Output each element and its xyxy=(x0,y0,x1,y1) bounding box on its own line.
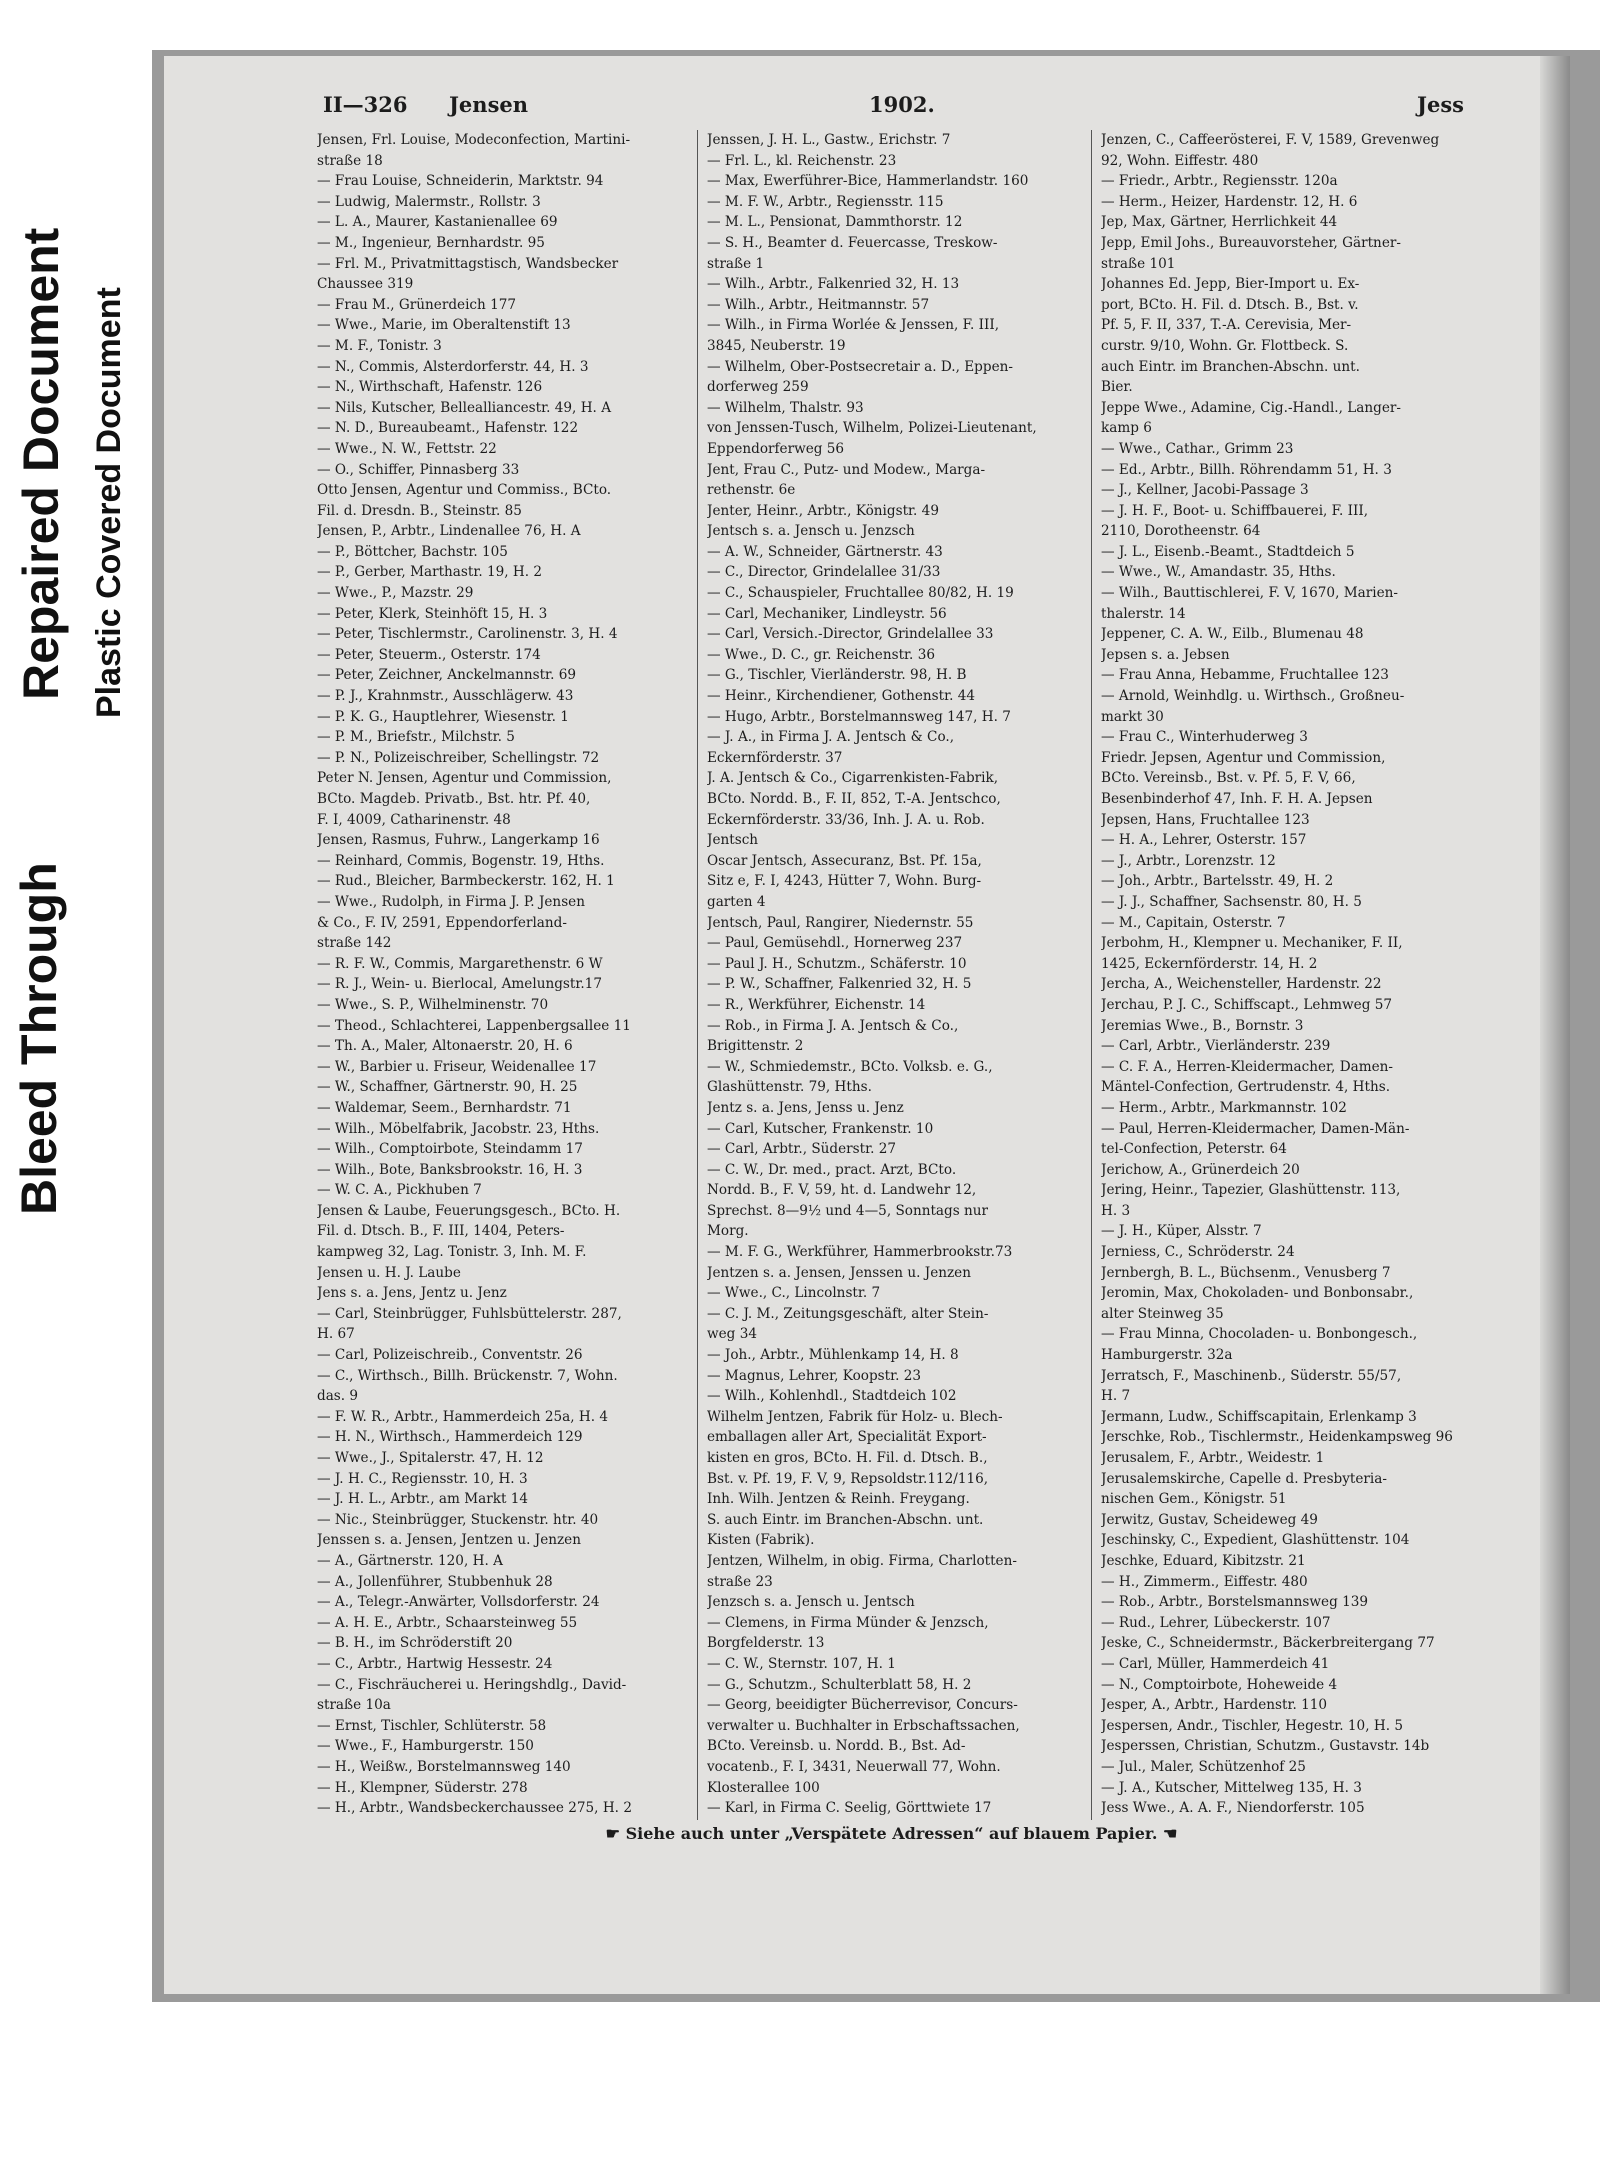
directory-entry-line: — Wilh., Bauttischlerei, F. V, 1670, Marien- xyxy=(1101,585,1398,602)
directory-entry-line: — Karl, in Firma C. Seelig, Görttwiete 17 xyxy=(707,1800,992,1817)
scanned-page-area xyxy=(152,50,1600,2002)
directory-entry-line: Jerwitz, Gustav, Scheideweg 49 xyxy=(1101,1511,1318,1528)
directory-entry-line: BCto. Vereinsb., Bst. v. Pf. 5, F. V, 66, xyxy=(1101,770,1356,787)
directory-entry-line: Bst. v. Pf. 19, F. V, 9, Repsoldstr.112/116, xyxy=(707,1470,989,1487)
directory-entry-line: dorferweg 259 xyxy=(707,379,809,396)
directory-entry-line: — Wwe., N. W., Fettstr. 22 xyxy=(317,440,497,457)
directory-entry-line: — Jul., Maler, Schützenhof 25 xyxy=(1101,1758,1306,1775)
directory-entry-line: Jens s. a. Jens, Jentz u. Jenz xyxy=(317,1285,507,1302)
directory-entry-line: — R. J., Wein- u. Bierlocal, Amelungstr.17 xyxy=(317,976,602,993)
directory-entry-line: — N., Commis, Alsterdorferstr. 44, H. 3 xyxy=(317,358,589,375)
directory-entry-line: — Wwe., S. P., Wilhelminenstr. 70 xyxy=(317,996,549,1013)
directory-entry-line: Sitz e, F. I, 4243, Hütter 7, Wohn. Burg- xyxy=(707,873,982,890)
directory-entry-line: Wilhelm Jentzen, Fabrik für Holz- u. Blech- xyxy=(707,1408,1003,1425)
header-left-word: Jensen xyxy=(449,92,529,117)
directory-entry-line: Jepp, Emil Johs., Bureauvorsteher, Gärtner- xyxy=(1101,234,1401,251)
directory-entry-line: Oscar Jentsch, Assecuranz, Bst. Pf. 15a, xyxy=(707,852,982,869)
directory-entry-line: Klosterallee 100 xyxy=(707,1779,820,1796)
directory-entry-line: Borgfelderstr. 13 xyxy=(707,1635,825,1652)
directory-entry-line: Otto Jensen, Agentur und Commiss., BCto. xyxy=(317,482,612,499)
page-header xyxy=(309,86,1474,122)
directory-entry-line: F. I, 4009, Catharinenstr. 48 xyxy=(317,811,511,828)
directory-entry-line: — H., Klempner, Süderstr. 278 xyxy=(317,1779,528,1796)
directory-entry-line: verwalter u. Buchhalter in Erbschaftssachen, xyxy=(707,1717,1020,1734)
directory-entry-line: Jespersen, Andr., Tischler, Hegestr. 10, H. 5 xyxy=(1101,1717,1403,1734)
directory-entry-line: — Wilh., Comptoirbote, Steindamm 17 xyxy=(317,1141,583,1158)
directory-entry-line: — Theod., Schlachterei, Lappenbergsallee 11 xyxy=(317,1017,631,1034)
directory-entry-line: — Georg, beeidigter Bücherrevisor, Concurs- xyxy=(707,1697,1018,1714)
directory-entry-line: Jensen & Laube, Feuerungsgesch., BCto. H. xyxy=(317,1202,621,1219)
side-label-strip xyxy=(0,0,152,2000)
directory-entry-line: — C. F. A., Herren-Kleidermacher, Damen- xyxy=(1101,1058,1393,1075)
directory-entry-line: — Wwe., J., Spitalerstr. 47, H. 12 xyxy=(317,1450,544,1466)
directory-entry-line: Brigittenstr. 2 xyxy=(707,1038,804,1055)
directory-entry-line: Jerratsch, F., Maschinenb., Süderstr. 55/57, xyxy=(1101,1367,1402,1384)
directory-entry-line: Jeppe Wwe., Adamine, Cig.-Handl., Langer- xyxy=(1101,399,1401,416)
directory-entry-line: curstr. 9/10, Wohn. Gr. Flottbeck. S. xyxy=(1101,337,1349,354)
directory-entry-line: Jensen, Frl. Louise, Modeconfection, Martini- xyxy=(317,132,631,148)
directory-entry-line: Jent, Frau C., Putz- und Modew., Marga- xyxy=(707,461,986,478)
directory-entry-line: — J., Arbtr., Lorenzstr. 12 xyxy=(1101,852,1276,869)
directory-entry-line: straße 10a xyxy=(317,1697,391,1714)
directory-entry-line: — Wwe., D. C., gr. Reichenstr. 36 xyxy=(707,646,935,663)
directory-entry-line: — Frau Anna, Hebamme, Fruchtallee 123 xyxy=(1101,667,1389,684)
directory-entry-line: Besenbinderhof 47, Inh. F. H. A. Jepsen xyxy=(1101,791,1373,807)
directory-entry-line: — C., Director, Grindelallee 31/33 xyxy=(707,564,941,581)
directory-entry-line: — H. A., Lehrer, Osterstr. 157 xyxy=(1101,832,1307,849)
directory-entry-line: Inh. Wilh. Jentzen & Reinh. Freygang. xyxy=(707,1491,970,1508)
directory-entry-line: Jentsch s. a. Jensch u. Jenzsch xyxy=(707,523,915,540)
directory-entry-line: Eckernförderstr. 37 xyxy=(707,749,843,766)
directory-entry-line: — Wwe., F., Hamburgerstr. 150 xyxy=(317,1738,534,1755)
directory-entry-line: Jentzen, Wilhelm, in obig. Firma, Charlotten- xyxy=(707,1552,1017,1569)
directory-entry-line: — J. H., Küper, Alsstr. 7 xyxy=(1101,1223,1262,1240)
directory-entry-line xyxy=(1101,1819,1471,1820)
directory-entry-line: — J. H. F., Boot- u. Schiffbauerei, F. III, xyxy=(1101,502,1369,519)
directory-entry-line: — A. W., Schneider, Gärtnerstr. 43 xyxy=(707,543,943,560)
directory-entry-line: — Peter, Zeichner, Anckelmannstr. 69 xyxy=(317,667,577,684)
directory-entry-line: — Rud., Bleicher, Barmbeckerstr. 162, H. 1 xyxy=(317,873,615,890)
directory-entry-line: — O., Schiffer, Pinnasberg 33 xyxy=(317,461,520,478)
directory-entry-line: — Peter, Tischlermstr., Carolinenstr. 3, H. 4 xyxy=(317,626,618,643)
directory-entry-line: — A., Telegr.-Anwärter, Vollsdorferstr. 24 xyxy=(317,1594,600,1611)
directory-entry-line: 3845, Neuberstr. 19 xyxy=(707,337,846,354)
directory-entry-line: Mäntel-Confection, Gertrudenstr. 4, Hths. xyxy=(1101,1079,1391,1096)
directory-entry-line: tel-Confection, Peterstr. 64 xyxy=(1101,1141,1287,1158)
directory-entry-line: Morg. xyxy=(707,1223,749,1240)
directory-entry-line: Jerschke, Rob., Tischlermstr., Heidenkampsweg 96 xyxy=(1101,1429,1453,1446)
header-year: 1902. xyxy=(869,92,935,117)
directory-entry-line: 1425, Eckernförderstr. 14, H. 2 xyxy=(1101,955,1318,972)
directory-entry-line: garten 4 xyxy=(707,893,766,910)
directory-entry-line: — H. N., Wirthsch., Hammerdeich 129 xyxy=(317,1429,583,1446)
directory-entry-line: weg 34 xyxy=(707,1326,758,1343)
directory-entry-line: — W., Barbier u. Friseur, Weidenallee 17 xyxy=(317,1058,597,1075)
directory-entry-line: vocatenb., F. I, 3431, Neuerwall 77, Wohn. xyxy=(707,1758,1001,1775)
directory-entry-line: J. A. Jentsch & Co., Cigarrenkisten-Fabrik, xyxy=(707,770,999,787)
directory-entry-line: Jeschke, Eduard, Kibitzstr. 21 xyxy=(1101,1552,1306,1569)
directory-entry-line: — Paul, Gemüsehdl., Hornerweg 237 xyxy=(707,935,963,952)
directory-column-3 xyxy=(1101,130,1471,1820)
directory-entry-line: — Ernst, Tischler, Schlüterstr. 58 xyxy=(317,1717,547,1734)
footer-note: ☛ Siehe auch unter „Verspätete Adressen“ auf blauem Papier. ☚ xyxy=(605,1824,1178,1843)
directory-entry-line: Jentz s. a. Jens, Jenss u. Jenz xyxy=(707,1099,904,1116)
directory-entry-line: — M. F., Tonistr. 3 xyxy=(317,337,442,354)
column-divider xyxy=(697,130,698,1820)
directory-entry-line: — Th. A., Maler, Altonaerstr. 20, H. 6 xyxy=(317,1038,573,1055)
directory-entry-line: — J. A., Kutscher, Mittelweg 135, H. 3 xyxy=(1101,1779,1362,1796)
directory-entry-line: — C., Fischräucherei u. Heringshdlg., David- xyxy=(317,1676,627,1693)
directory-entry-line: — C. W., Dr. med., pract. Arzt, BCto. xyxy=(707,1161,957,1178)
directory-entry-line: — Wilh., Kohlenhdl., Stadtdeich 102 xyxy=(707,1388,957,1405)
directory-entry-line: — Clemens, in Firma Münder & Jenzsch, xyxy=(707,1614,989,1631)
directory-column-1 xyxy=(317,130,687,1820)
directory-entry-line: — Arnold, Weinhdlg. u. Wirthsch., Großneu- xyxy=(1101,688,1405,705)
directory-entry-line: — M. F. W., Arbtr., Regiensstr. 115 xyxy=(707,193,944,210)
label-repaired-document: Repaired Document xyxy=(13,227,69,700)
directory-entry-line: — P. N., Polizeischreiber, Schellingstr. 72 xyxy=(317,749,600,766)
directory-entry-line: — J., Kellner, Jacobi-Passage 3 xyxy=(1101,482,1309,499)
directory-entry-line: — Wilh., Möbelfabrik, Jacobstr. 23, Hths. xyxy=(317,1120,600,1137)
directory-entry-line: — N., Comptoirbote, Hoheweide 4 xyxy=(1101,1676,1338,1693)
directory-entry-line: — Carl, Kutscher, Frankenstr. 10 xyxy=(707,1120,934,1137)
directory-entry-line: straße 23 xyxy=(707,1573,773,1590)
directory-entry-line: — Carl, Steinbrügger, Fuhlsbüttelerstr. 287, xyxy=(317,1305,622,1322)
directory-entry-line xyxy=(317,1819,687,1820)
directory-entry-line: — Carl, Müller, Hammerdeich 41 xyxy=(1101,1655,1330,1672)
directory-entry-line: — S. H., Beamter d. Feuercasse, Treskow- xyxy=(707,234,998,251)
directory-entry-line: — P., Böttcher, Bachstr. 105 xyxy=(317,543,508,560)
directory-entry-line: — M., Ingenieur, Bernhardstr. 95 xyxy=(317,234,545,251)
directory-entry-line: — R. F. W., Commis, Margarethenstr. 6 W xyxy=(317,955,603,972)
directory-entry-line: — Joh., Arbtr., Bartelsstr. 49, H. 2 xyxy=(1101,873,1334,890)
directory-entry-line: — B. H., im Schröderstift 20 xyxy=(317,1635,513,1652)
directory-entry-line: Jentsch xyxy=(707,832,759,849)
directory-entry-line: — Frau M., Grünerdeich 177 xyxy=(317,296,517,313)
bottom-margin xyxy=(152,2002,1600,2177)
directory-entry-line: — W. C. A., Pickhuben 7 xyxy=(317,1182,482,1199)
directory-entry-line: — Rob., in Firma J. A. Jentsch & Co., xyxy=(707,1017,959,1034)
directory-entry-line: Jeppener, C. A. W., Eilb., Blumenau 48 xyxy=(1101,626,1364,643)
directory-entry-line: — P. J., Krahnmstr., Ausschlägerw. 43 xyxy=(317,688,574,705)
directory-entry-line: — R., Werkführer, Eichenstr. 14 xyxy=(707,996,926,1013)
directory-entry-line: — Wilh., in Firma Worlée & Jenssen, F. III, xyxy=(707,317,1000,334)
label-bleed-through: Bleed Through xyxy=(11,862,67,1215)
directory-entry-line: — Wilh., Arbtr., Heitmannstr. 57 xyxy=(707,296,930,313)
directory-entry-line: Jess Wwe., A. A. F., Niendorferstr. 105 xyxy=(1101,1800,1365,1817)
directory-entry-line: — A., Gärtnerstr. 120, H. A xyxy=(317,1552,503,1569)
directory-entry-line: Glashüttenstr. 79, Hths. xyxy=(707,1079,872,1096)
directory-entry-line: — Peter, Steuerm., Osterstr. 174 xyxy=(317,646,541,663)
directory-entry-line: Pf. 5, F. II, 337, T.-A. Cerevisia, Mer- xyxy=(1101,317,1352,334)
directory-entry-line: Jenzsch s. a. Jensch u. Jentsch xyxy=(707,1594,915,1611)
directory-entry-line: das. 9 xyxy=(317,1388,359,1405)
directory-entry-line: kamp 6 xyxy=(1101,420,1152,437)
directory-entry-line: — Rob., Arbtr., Borstelsmannsweg 139 xyxy=(1101,1594,1369,1611)
directory-entry-line: Jeromin, Max, Chokoladen- und Bonbonsabr., xyxy=(1101,1285,1414,1302)
directory-entry-line: — Carl, Polizeischreib., Conventstr. 26 xyxy=(317,1347,583,1364)
directory-entry-line: straße 101 xyxy=(1101,255,1176,272)
directory-entry-line: — Wwe., Rudolph, in Firma J. P. Jensen xyxy=(317,893,585,910)
directory-entry-line: port, BCto. H. Fil. d. Dtsch. B., Bst. v. xyxy=(1101,296,1359,313)
directory-entry-line: — Ludwig, Malermstr., Rollstr. 3 xyxy=(317,193,541,210)
directory-entry-line: — C., Arbtr., Hartwig Hessestr. 24 xyxy=(317,1655,553,1672)
directory-entry-line: thalerstr. 14 xyxy=(1101,605,1186,622)
directory-entry-line: Jerusalemskirche, Capelle d. Presbyteria- xyxy=(1101,1470,1387,1487)
directory-entry-line: rethenstr. 6e xyxy=(707,482,796,499)
directory-entry-line: — P. M., Briefstr., Milchstr. 5 xyxy=(317,729,515,746)
directory-entry-line: — Hugo, Arbtr., Borstelmannsweg 147, H. 7 xyxy=(707,708,1011,725)
directory-entry-line: Jentsch, Paul, Rangirer, Niedernstr. 55 xyxy=(707,914,974,931)
directory-entry-line: — Wwe., P., Mazstr. 29 xyxy=(317,585,474,602)
directory-entry-line: — Wwe., C., Lincolnstr. 7 xyxy=(707,1285,881,1302)
directory-entry-line: nischen Gem., Königstr. 51 xyxy=(1101,1491,1287,1508)
directory-entry-line: Johannes Ed. Jepp, Bier-Import u. Ex- xyxy=(1101,276,1360,293)
directory-entry-line: — Joh., Arbtr., Mühlenkamp 14, H. 8 xyxy=(707,1347,959,1364)
column-divider xyxy=(1091,130,1092,1820)
directory-entry-line: Nordd. B., F. V, 59, ht. d. Landwehr 12, xyxy=(707,1182,977,1199)
directory-entry-line: — C., Wirthsch., Billh. Brückenstr. 7, Wohn. xyxy=(317,1367,618,1384)
page-spine-edge xyxy=(1540,56,1570,1994)
directory-entry-line: Jerusalem, F., Arbtr., Weidestr. 1 xyxy=(1101,1450,1325,1466)
directory-entry-line: — Paul, Herren-Kleidermacher, Damen-Män- xyxy=(1101,1120,1410,1137)
directory-entry-line: Friedr. Jepsen, Agentur und Commission, xyxy=(1101,749,1386,766)
directory-entry-line: — M. L., Pensionat, Dammthorstr. 12 xyxy=(707,214,963,231)
directory-entry-line: Jerniess, C., Schröderstr. 24 xyxy=(1101,1244,1295,1261)
directory-entry-line: — Max, Ewerführer-Bice, Hammerlandstr. 160 xyxy=(707,173,1029,190)
directory-entry-line: H. 67 xyxy=(317,1326,355,1343)
directory-entry-line: Sprechst. 8—9½ und 4—5, Sonntags nur xyxy=(707,1202,989,1219)
directory-entry-line: von Jenssen-Tusch, Wilhelm, Polizei-Lieutenant, xyxy=(707,420,1037,437)
directory-entry-line: — H., Weißw., Borstelmannsweg 140 xyxy=(317,1758,571,1775)
directory-entry-line: — G., Schutzm., Schulterblatt 58, H. 2 xyxy=(707,1676,972,1693)
directory-entry-line: — Wilh., Arbtr., Falkenried 32, H. 13 xyxy=(707,276,960,293)
directory-entry-line: — Reinhard, Commis, Bogenstr. 19, Hths. xyxy=(317,852,605,869)
directory-entry-line: Hamburgerstr. 32a xyxy=(1101,1347,1233,1364)
directory-entry-line: Jesperssen, Christian, Schutzm., Gustavstr. 14b xyxy=(1101,1738,1430,1755)
directory-entry-line: — Nils, Kutscher, Bellealliancestr. 49, H. A xyxy=(317,399,612,416)
directory-entry-line: BCto. Vereinsb. u. Nordd. B., Bst. Ad- xyxy=(707,1738,966,1755)
directory-entry-line: Bier. xyxy=(1101,379,1133,396)
directory-entry-line: alter Steinweg 35 xyxy=(1101,1305,1224,1322)
page-content xyxy=(309,86,1474,1966)
directory-entry-line: Jenter, Heinr., Arbtr., Königstr. 49 xyxy=(707,502,939,519)
directory-entry-line: — Magnus, Lehrer, Koopstr. 23 xyxy=(707,1367,922,1384)
directory-entry-line: H. 7 xyxy=(1101,1388,1131,1405)
directory-entry-line: Jering, Heinr., Tapezier, Glashüttenstr. 113, xyxy=(1101,1182,1401,1199)
directory-entry-line: — Carl, Mechaniker, Lindleystr. 56 xyxy=(707,605,947,622)
directory-entry-line: — P. W., Schaffner, Falkenried 32, H. 5 xyxy=(707,976,972,993)
directory-entry-line: — P. K. G., Hauptlehrer, Wiesenstr. 1 xyxy=(317,708,569,725)
directory-entry-line: — Peter, Klerk, Steinhöft 15, H. 3 xyxy=(317,605,548,622)
directory-entry-line: Kisten (Fabrik). xyxy=(707,1532,815,1549)
directory-entry-line: — Carl, Versich.-Director, Grindelallee 33 xyxy=(707,626,994,643)
directory-entry-line: Jepsen s. a. Jebsen xyxy=(1101,646,1230,663)
directory-entry-line: Jentzen s. a. Jensen, Jenssen u. Jenzen xyxy=(707,1264,971,1281)
directory-entry-line: Jerichow, A., Grünerdeich 20 xyxy=(1101,1161,1300,1178)
directory-entry-line: 2110, Dorotheenstr. 64 xyxy=(1101,523,1261,540)
directory-entry-line: — W., Schmiedemstr., BCto. Volksb. e. G., xyxy=(707,1058,993,1075)
label-plastic-covered-document: Plastic Covered Document xyxy=(90,287,128,718)
directory-entry-line: — Frau C., Winterhuderweg 3 xyxy=(1101,729,1308,746)
directory-entry-line: — H., Zimmerm., Eiffestr. 480 xyxy=(1101,1573,1308,1590)
directory-entry-line: — Frau Louise, Schneiderin, Marktstr. 94 xyxy=(317,173,604,190)
directory-entry-line: BCto. Magdeb. Privatb., Bst. htr. Pf. 40, xyxy=(317,791,591,807)
directory-entry-line: — G., Tischler, Vierländerstr. 98, H. B xyxy=(707,667,967,684)
directory-entry-line: — Ed., Arbtr., Billh. Röhrendamm 51, H. 3 xyxy=(1101,461,1392,478)
directory-column-2 xyxy=(707,130,1082,1820)
directory-entry-line: Jenssen, J. H. L., Gastw., Erichstr. 7 xyxy=(707,132,951,148)
directory-entry-line: markt 30 xyxy=(1101,708,1164,725)
directory-entry-line: — J. L., Eisenb.-Beamt., Stadtdeich 5 xyxy=(1101,543,1355,560)
directory-entry-line: — Heinr., Kirchendiener, Gothenstr. 44 xyxy=(707,688,976,705)
directory-entry-line: — Wilhelm, Thalstr. 93 xyxy=(707,399,864,416)
directory-entry-line: Jerchau, P. J. C., Schiffscapt., Lehmweg 57 xyxy=(1101,996,1393,1013)
directory-entry-line: Jenzen, C., Caffeerösterei, F. V, 1589, Grevenweg xyxy=(1101,132,1440,148)
directory-entry-line: — Wwe., W., Amandastr. 35, Hths. xyxy=(1101,564,1336,581)
directory-entry-line: Jeske, C., Schneidermstr., Bäckerbreitergang 77 xyxy=(1101,1635,1435,1652)
directory-entry-line: — C. W., Sternstr. 107, H. 1 xyxy=(707,1655,896,1672)
directory-entry-line: straße 1 xyxy=(707,255,765,272)
directory-entry-line: — Carl, Arbtr., Vierländerstr. 239 xyxy=(1101,1038,1331,1055)
directory-entry-line: — L. A., Maurer, Kastanienallee 69 xyxy=(317,214,558,231)
directory-entry-line: — Wwe., Marie, im Oberaltenstift 13 xyxy=(317,317,571,334)
directory-entry-line: Fil. d. Dtsch. B., F. III, 1404, Peters- xyxy=(317,1223,565,1240)
directory-entry-line: & Co., F. IV, 2591, Eppendorferland- xyxy=(317,914,567,931)
directory-entry-line xyxy=(707,1819,1082,1820)
directory-entry-line: — Paul J. H., Schutzm., Schäferstr. 10 xyxy=(707,955,967,972)
directory-entry-line: — C. J. M., Zeitungsgeschäft, alter Stein- xyxy=(707,1305,989,1322)
directory-page xyxy=(164,56,1570,1994)
directory-entry-line: — Rud., Lehrer, Lübeckerstr. 107 xyxy=(1101,1614,1331,1631)
directory-entry-line: 92, Wohn. Eiffestr. 480 xyxy=(1101,152,1259,169)
directory-entry-line: Jepsen, Hans, Fruchtallee 123 xyxy=(1101,811,1310,828)
directory-entry-line: — Frl. L., kl. Reichenstr. 23 xyxy=(707,152,897,169)
directory-entry-line: straße 142 xyxy=(317,935,392,952)
directory-entry-line: Peter N. Jensen, Agentur und Commission, xyxy=(317,770,612,787)
directory-entry-line: Jeremias Wwe., B., Bornstr. 3 xyxy=(1101,1017,1304,1034)
directory-entry-line: emballagen aller Art, Specialität Export- xyxy=(707,1429,987,1446)
directory-entry-line: — Friedr., Arbtr., Regiensstr. 120a xyxy=(1101,173,1338,190)
directory-entry-line: H. 3 xyxy=(1101,1202,1131,1219)
directory-entry-line: Chaussee 319 xyxy=(317,276,414,293)
directory-entry-line: — Wilhelm, Ober-Postsecretair a. D., Eppen- xyxy=(707,358,1013,375)
directory-entry-line: Jerbohm, H., Klempner u. Mechaniker, F. II, xyxy=(1101,935,1403,952)
directory-entry-line: — Herm., Heizer, Hardenstr. 12, H. 6 xyxy=(1101,193,1358,210)
directory-entry-line: — J. J., Schaffner, Sachsenstr. 80, H. 5 xyxy=(1101,893,1362,910)
directory-entry-line: — N., Wirthschaft, Hafenstr. 126 xyxy=(317,379,543,396)
directory-entry-line: Jercha, A., Weichensteller, Hardenstr. 22 xyxy=(1101,976,1382,993)
directory-entry-line: — P., Gerber, Marthastr. 19, H. 2 xyxy=(317,564,543,581)
page-number: II—326 xyxy=(323,92,408,117)
directory-entry-line: Fil. d. Dresdn. B., Steinstr. 85 xyxy=(317,502,522,519)
directory-entry-line: — W., Schaffner, Gärtnerstr. 90, H. 25 xyxy=(317,1079,578,1096)
directory-entry-line: — J. A., in Firma J. A. Jentsch & Co., xyxy=(707,729,955,746)
directory-entry-line: — J. H. C., Regiensstr. 10, H. 3 xyxy=(317,1470,528,1487)
directory-entry-line: — M. F. G., Werkführer, Hammerbrookstr.73 xyxy=(707,1244,1013,1261)
directory-entry-line: — Wwe., Cathar., Grimm 23 xyxy=(1101,440,1294,457)
directory-entry-line: BCto. Nordd. B., F. II, 852, T.-A. Jentschco, xyxy=(707,791,1001,807)
directory-entry-line: — Nic., Steinbrügger, Stuckenstr. htr. 40 xyxy=(317,1511,599,1528)
directory-entry-line: — Carl, Arbtr., Süderstr. 27 xyxy=(707,1141,897,1158)
directory-entry-line: — Waldemar, Seem., Bernhardstr. 71 xyxy=(317,1099,572,1116)
directory-entry-line: Eckernförderstr. 33/36, Inh. J. A. u. Rob. xyxy=(707,811,985,828)
directory-entry-line: — Frl. M., Privatmittagstisch, Wandsbecker xyxy=(317,255,619,272)
directory-entry-line: kisten en gros, BCto. H. Fil. d. Dtsch. B., xyxy=(707,1450,988,1466)
directory-entry-line: — J. H. L., Arbtr., am Markt 14 xyxy=(317,1491,529,1508)
directory-entry-line: Jeschinsky, C., Expedient, Glashüttenstr. 104 xyxy=(1101,1532,1410,1549)
directory-entry-line: Jermann, Ludw., Schiffscapitain, Erlenkamp 3 xyxy=(1101,1408,1417,1425)
directory-entry-line: Jensen, Rasmus, Fuhrw., Langerkamp 16 xyxy=(317,832,600,849)
directory-entry-line: Jensen u. H. J. Laube xyxy=(317,1264,461,1281)
directory-entry-line: Jesper, A., Arbtr., Hardenstr. 110 xyxy=(1101,1697,1328,1714)
directory-entry-line: kampweg 32, Lag. Tonistr. 3, Inh. M. F. xyxy=(317,1244,587,1261)
directory-entry-line: — F. W. R., Arbtr., Hammerdeich 25a, H. 4 xyxy=(317,1408,609,1425)
directory-entry-line: auch Eintr. im Branchen-Abschn. unt. xyxy=(1101,358,1360,375)
directory-entry-line: — A. H. E., Arbtr., Schaarsteinweg 55 xyxy=(317,1614,578,1631)
header-right-word: Jess xyxy=(1417,92,1464,117)
directory-entry-line: Jernbergh, B. L., Büchsenm., Venusberg 7 xyxy=(1101,1264,1391,1281)
directory-entry-line: — Frau Minna, Chocoladen- u. Bonbongesch., xyxy=(1101,1326,1418,1343)
directory-entry-line: — Wilh., Bote, Banksbrookstr. 16, H. 3 xyxy=(317,1161,583,1178)
directory-entry-line: — A., Jollenführer, Stubbenhuk 28 xyxy=(317,1573,553,1590)
directory-entry-line: Eppendorferweg 56 xyxy=(707,440,845,457)
directory-entry-line: — N. D., Bureaubeamt., Hafenstr. 122 xyxy=(317,420,579,437)
directory-entry-line: Jensen, P., Arbtr., Lindenallee 76, H. A xyxy=(317,523,581,540)
directory-entry-line: — C., Schauspieler, Fruchtallee 80/82, H. 19 xyxy=(707,585,1014,602)
directory-entry-line: Jenssen s. a. Jensen, Jentzen u. Jenzen xyxy=(317,1532,581,1549)
directory-entry-line: — H., Arbtr., Wandsbeckerchaussee 275, H. 2 xyxy=(317,1800,632,1817)
directory-entry-line: straße 18 xyxy=(317,152,383,169)
directory-entry-line: S. auch Eintr. im Branchen-Abschn. unt. xyxy=(707,1511,984,1528)
directory-entry-line: — Herm., Arbtr., Markmannstr. 102 xyxy=(1101,1099,1347,1116)
directory-entry-line: Jep, Max, Gärtner, Herrlichkeit 44 xyxy=(1101,214,1338,231)
directory-entry-line: — M., Capitain, Osterstr. 7 xyxy=(1101,914,1286,931)
